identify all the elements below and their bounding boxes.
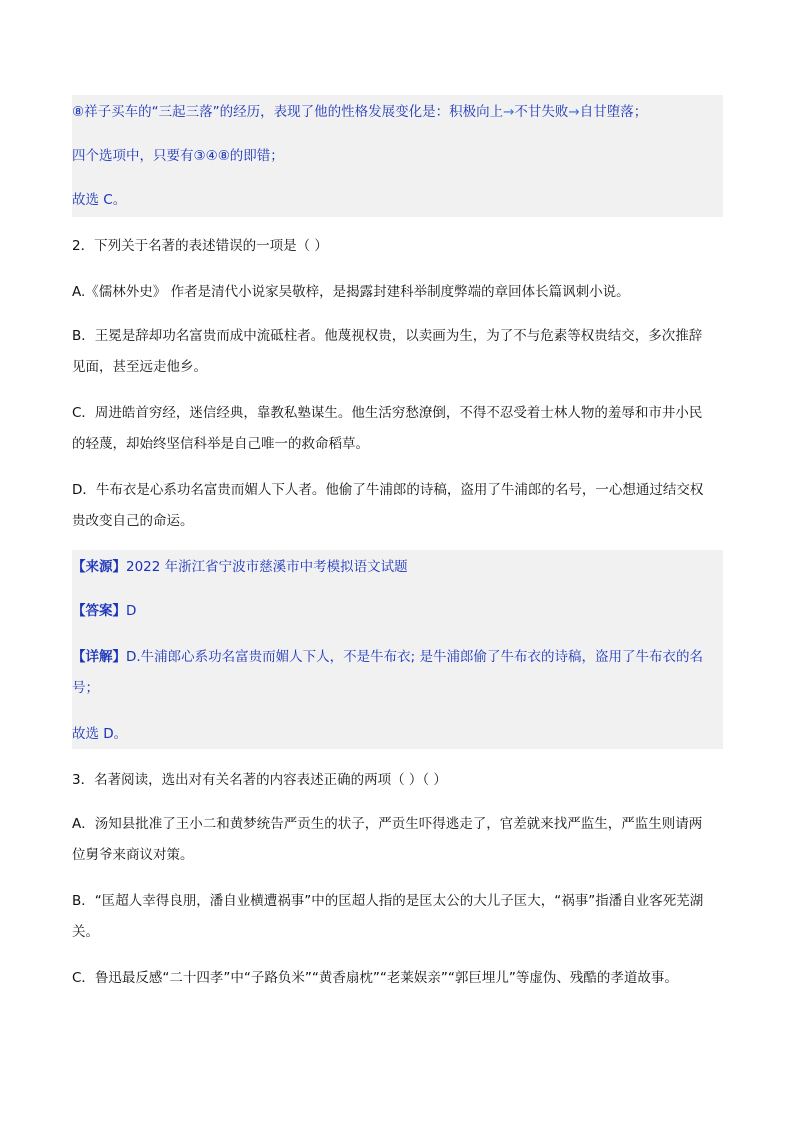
source-tag: 【来源】: [72, 559, 126, 575]
detail-tag: 【详解】: [72, 649, 126, 665]
question-3-option-a-line-1: A．汤知县批准了王小二和黄梦统告严贡生的状子，严贡生吓得逃走了，官差就来找严监生，严监生则请两: [72, 816, 703, 832]
question-3-option-a-line-2: 位舅爷来商议对策。: [72, 847, 194, 863]
answer-tag: 【答案】: [72, 603, 126, 619]
detail-conclusion: 故选 D。: [72, 726, 128, 742]
question-2-option-c-line-1: C．周进皓首穷经，迷信经典，靠教私塾谋生。他生活穷愁潦倒，不得不忍受着士林人物的羞辱和市井小民: [72, 405, 703, 421]
analysis-conclusion: 故选 C。: [72, 192, 127, 208]
question-2-option-b-line-1: B．王冕是辞却功名富贵而成中流砥柱者。他蔑视权贵，以卖画为生，为了不与危素等权贵结交，多次推辞: [72, 328, 703, 344]
arrow-right-icon: →: [503, 104, 515, 120]
question-3-option-c: C．鲁迅最反感“二十四孝”中“子路负米”“黄香扇枕”“老莱娱亲”“郭巨埋儿”等虚伪、残酷的孝道故事。: [72, 970, 678, 986]
question-3-stem: 3．名著阅读，选出对有关名著的内容表述正确的两项（ ）（ ）: [72, 772, 447, 788]
question-2-option-c-line-2: 的轻蔑，却始终坚信科举是自己唯一的救命稻草。: [72, 436, 369, 452]
analysis-line-2: 四个选项中，只要有③④⑧的即错；: [72, 148, 284, 164]
question-2-option-b-line-2: 见面，甚至远走他乡。: [72, 359, 207, 375]
question-2-option-d-line-2: 贵改变自己的命运。: [72, 513, 194, 529]
detail-line-2: 号；: [72, 680, 99, 696]
detail-line-1: [72, 647, 723, 667]
source-line: [72, 557, 723, 577]
question-3-option-b-line-1: B．“匡超人幸得良朋，潘自业横遭祸事”中的匡超人指的是匡太公的大儿子匡大，“祸事”指潘自业客死芜湖: [72, 893, 704, 909]
detail-text-1: D.牛浦郎心系功名富贵而媚人下人，不是牛布衣; 是牛浦郎偷了牛布衣的诗稿，盗用了牛布衣的名: [126, 649, 704, 665]
arrow-right-icon: →: [568, 104, 580, 120]
question-2-stem: 2．下列关于名著的表述错误的一项是（ ）: [72, 238, 328, 254]
question-2-option-a: A.《儒林外史》 作者是清代小说家吴敬梓，是揭露封建科举制度弊端的章回体长篇讽刺小说。: [72, 284, 630, 300]
answer-text: D: [126, 603, 137, 619]
question-2-option-d-line-1: D．牛布衣是心系功名富贵而媚人下人者。他偷了牛浦郎的诗稿，盗用了牛浦郎的名号，一心想通过结交权: [72, 482, 704, 498]
analysis-line-1: ⑧祥子买车的“三起三落”的经历，表现了他的性格发展变化是：积极向上→不甘失败→自甘堕落；: [72, 104, 648, 120]
source-text: 2022 年浙江省宁波市慈溪市中考模拟语文试题: [126, 559, 408, 575]
answer-line: [72, 601, 723, 621]
question-3-option-b-line-2: 关。: [72, 924, 99, 940]
